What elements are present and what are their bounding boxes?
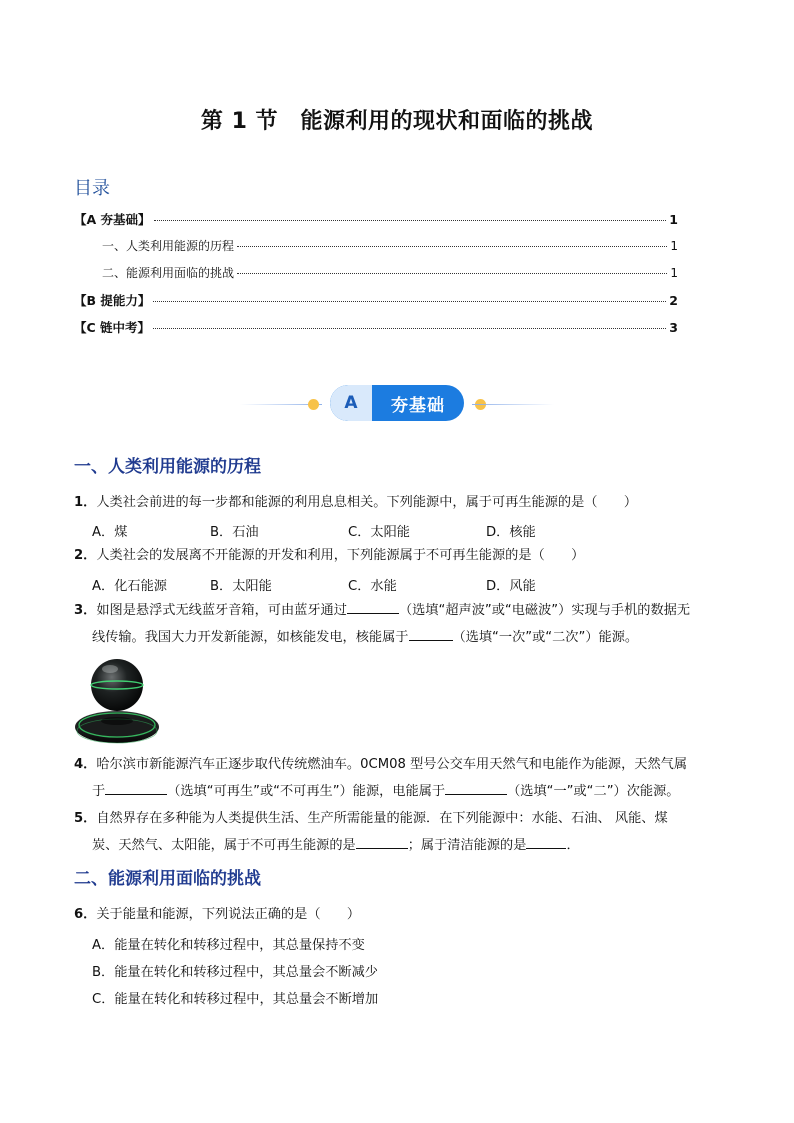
question-number: 3． [74, 603, 97, 618]
toc-item-page: 1 [670, 266, 678, 280]
question-4 [74, 751, 724, 805]
section-badge [240, 384, 554, 424]
option-c[interactable]: C．水能 [348, 579, 397, 594]
question-number: 6． [74, 907, 97, 922]
section-heading-1: 一、人类利用能源的历程 [74, 457, 261, 477]
toc-item-label: 【C 链中考】 [74, 320, 151, 335]
question-6 [74, 901, 724, 928]
question-text: 如图是悬浮式无线蓝牙音箱，可由蓝牙通过 [96, 603, 347, 618]
question-text-cont [74, 832, 724, 859]
option-b[interactable]: B．太阳能 [210, 579, 272, 594]
question-number: 2． [74, 548, 97, 563]
toc-item-a[interactable] [74, 210, 678, 237]
page-title: 第 1 节 能源利用的现状和面临的挑战 [200, 109, 594, 134]
toc-item-label: 【B 提能力】 [74, 293, 151, 308]
question-text: （选填“超声波”或“电磁波”）实现与手机的数据无 [398, 603, 691, 618]
toc-leader [153, 301, 666, 302]
question-text: （选填“一次”或“二次”）能源。 [452, 630, 639, 645]
question-text: 人类社会前进的每一步都和能源的利用息息相关。下列能源中，属于可再生能源的是（ ） [96, 495, 638, 510]
toc-item-page: 2 [669, 293, 678, 308]
table-of-contents [74, 210, 678, 345]
toc-heading: 目录 [74, 178, 110, 199]
option-c[interactable]: C．太阳能 [348, 525, 410, 540]
toc-item-page: 3 [669, 320, 678, 335]
badge-right-line [472, 404, 554, 405]
levitating-speaker-image [72, 655, 162, 747]
question-text: 线传输。我国大力开发新能源，如核能发电，核能属于 [92, 630, 409, 645]
toc-item-a-2[interactable] [74, 264, 678, 291]
question-text: 哈尔滨市新能源汽车正逐步取代传统燃油车。0CM08 型号公交车用天然气和电能作为能源，天然气属 [96, 757, 688, 772]
toc-item-label: 一、人类利用能源的历程 [102, 239, 235, 253]
option-c[interactable]: C．能量在转化和转移过程中，其总量会不断增加 [92, 992, 379, 1007]
option-b[interactable]: B．能量在转化和转移过程中，其总量会不断减少 [92, 965, 378, 980]
answer-blank[interactable] [526, 834, 566, 849]
option-d[interactable]: D．风能 [486, 579, 536, 594]
answer-blank[interactable] [356, 834, 408, 849]
toc-item-label: 【A 夯基础】 [74, 212, 151, 227]
question-text: 关于能量和能源，下列说法正确的是（ ） [96, 907, 361, 922]
toc-item-page: 1 [669, 212, 678, 227]
question-text-cont [74, 778, 724, 805]
toc-leader [237, 246, 667, 247]
badge-letter: A [330, 385, 372, 421]
question-text: 炭、天然气、太阳能，属于不可再生能源的是 [92, 838, 356, 853]
question-3 [74, 597, 724, 651]
toc-item-page: 1 [670, 239, 678, 253]
badge-pill [330, 385, 464, 421]
question-text: 人类社会的发展离不开能源的开发和利用，下列能源属于不可再生能源的是（ ） [96, 548, 585, 563]
option-a[interactable]: A．煤 [92, 525, 128, 540]
toc-item-a-1[interactable] [74, 237, 678, 264]
toc-item-c[interactable] [74, 318, 678, 345]
toc-item-b[interactable] [74, 291, 678, 318]
answer-blank[interactable] [105, 780, 167, 795]
answer-blank[interactable] [347, 599, 399, 614]
answer-blank[interactable] [409, 626, 453, 641]
question-text: 自然界存在多种能为人类提供生活、生产所需能量的能源．在下列能源中：水能、石油、 风能、煤 [96, 811, 668, 826]
toc-leader [153, 328, 666, 329]
question-number: 1． [74, 495, 97, 510]
badge-text: 夯基础 [391, 395, 445, 416]
option-a[interactable]: A．化石能源 [92, 579, 167, 594]
question-text: （选填“一”或“二”）次能源。 [507, 784, 680, 799]
toc-item-label: 二、能源利用面临的挑战 [102, 266, 235, 280]
question-text: ． [566, 838, 580, 853]
question-number: 4． [74, 757, 97, 772]
question-5 [74, 805, 724, 859]
question-text-cont [74, 624, 724, 651]
toc-leader [154, 220, 667, 221]
question-1-options [92, 521, 536, 540]
option-d[interactable]: D．核能 [486, 525, 536, 540]
question-2 [74, 542, 724, 569]
section-heading-2: 二、能源利用面临的挑战 [74, 869, 261, 889]
option-a[interactable]: A．能量在转化和转移过程中，其总量保持不变 [92, 938, 365, 953]
question-number: 5． [74, 811, 97, 826]
question-text: （选填“可再生”或“不可再生”）能源，电能属于 [167, 784, 446, 799]
answer-blank[interactable] [445, 780, 507, 795]
option-b[interactable]: B．石油 [210, 525, 259, 540]
question-text: ；属于清洁能源的是 [407, 838, 527, 853]
question-2-options [92, 575, 536, 594]
badge-left-dot [308, 399, 319, 410]
question-text: 于 [92, 784, 106, 799]
toc-leader [237, 273, 667, 274]
question-1 [74, 489, 724, 516]
